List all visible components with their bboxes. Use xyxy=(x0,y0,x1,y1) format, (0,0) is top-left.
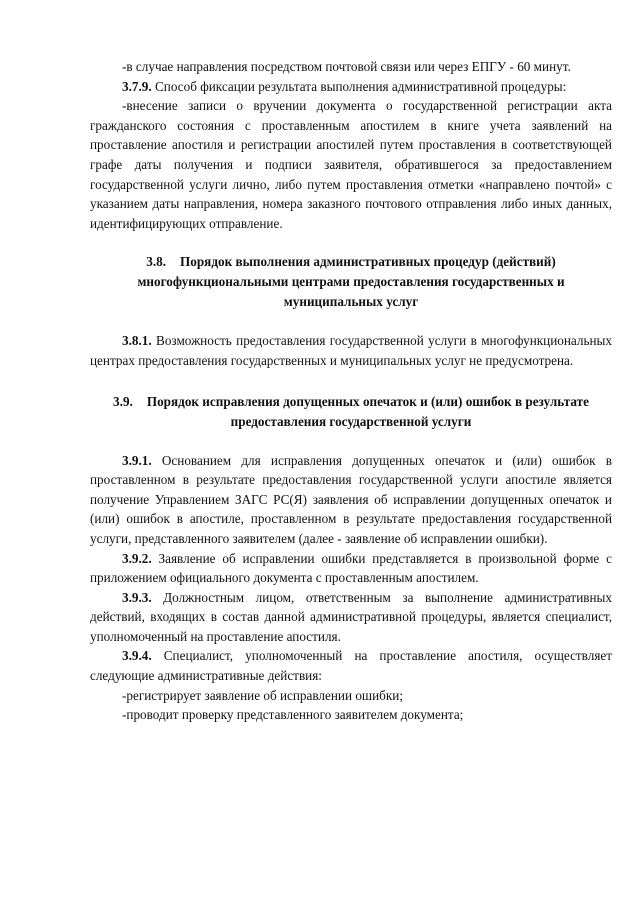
clause-number: 3.8.1. xyxy=(122,333,152,349)
section-number: 3.9. xyxy=(113,393,133,409)
section-title: Порядок исправления допущенных опечаток и (или) ошибок в результате предоставления государственной услуги xyxy=(146,393,589,429)
clause-text: Должностным лицом, ответственным за выполнение административных действий, входящих в состав данной административной процедуры, является специалист, уполномоченный на проставление апостиля. xyxy=(90,589,612,644)
clause-text: Возможность предоставления государственной услуги в многофункциональных центрах предоставления государственных и муниципальных услуг не предусмотрена. xyxy=(90,333,612,368)
paragraph-3-7-6-tail: -в случае направления посредством почтовой связи или через ЕПГУ - 60 минут. xyxy=(122,59,571,74)
clause-number: 3.9.1. xyxy=(122,452,152,468)
paragraph-3-9-2 xyxy=(90,549,612,588)
clause-number: 3.7.9. xyxy=(122,78,152,94)
paragraph-3-8-1 xyxy=(90,331,612,370)
paragraph-3-7-9 xyxy=(90,77,612,97)
section-heading-3-8 xyxy=(90,252,612,312)
clause-number: 3.9.2. xyxy=(122,550,152,566)
paragraph-3-7-9-item: -внесение записи о вручении документа о государственной регистрации акта гражданского состояния с проставленным апостилем в книге учета заявлений на проставление апостиля и регистрации апостилей путем проставления в соответствующей графе даты получения и подписи заявителя, обратившегося за предоставлением государственной услуги лично, либо путем проставления отметки «направлено почтой» с указанием даты направления, номера заказного почтового отправления либо иных данных, идентифицирующих отправление. xyxy=(90,98,612,231)
paragraph-3-9-4-item-2: -проводит проверку представленного заявителем документа; xyxy=(122,707,464,723)
paragraph-3-9-4 xyxy=(90,646,612,685)
clause-number: 3.9.4. xyxy=(122,648,152,664)
paragraph-3-9-3 xyxy=(90,588,612,647)
clause-number: 3.9.3. xyxy=(122,589,152,605)
clause-text: Основанием для исправления допущенных опечаток и (или) ошибок в проставленном в результате предоставления государственной услуги апостиле является получение Управлением ЗАГС РС(Я) заявления об исправлении допущенных опечаток и (или) ошибок в апостиле, проставленном в результате предоставления государственной услуги, представленного заявителем (далее - заявление об исправлении ошибки). xyxy=(90,452,612,546)
paragraph-3-9-1 xyxy=(90,451,612,549)
clause-text: Специалист, уполномоченный на проставление апостиля, осуществляет следующие административные действия: xyxy=(90,648,612,684)
section-title: Порядок выполнения административных процедур (действий) многофункциональными центрами предоставления государственных и муниципальных услуг xyxy=(137,254,565,310)
clause-text: Заявление об исправлении ошибки представляется в произвольной форме с приложением официального документа с проставленным апостилем. xyxy=(90,550,612,586)
document-page xyxy=(90,57,612,725)
clause-text: Способ фиксации результата выполнения административной процедуры: xyxy=(151,78,567,94)
paragraph-3-9-4-item-1: -регистрирует заявление об исправлении ошибки; xyxy=(122,687,403,703)
section-heading-3-9 xyxy=(90,392,612,432)
section-number: 3.8. xyxy=(146,254,166,270)
